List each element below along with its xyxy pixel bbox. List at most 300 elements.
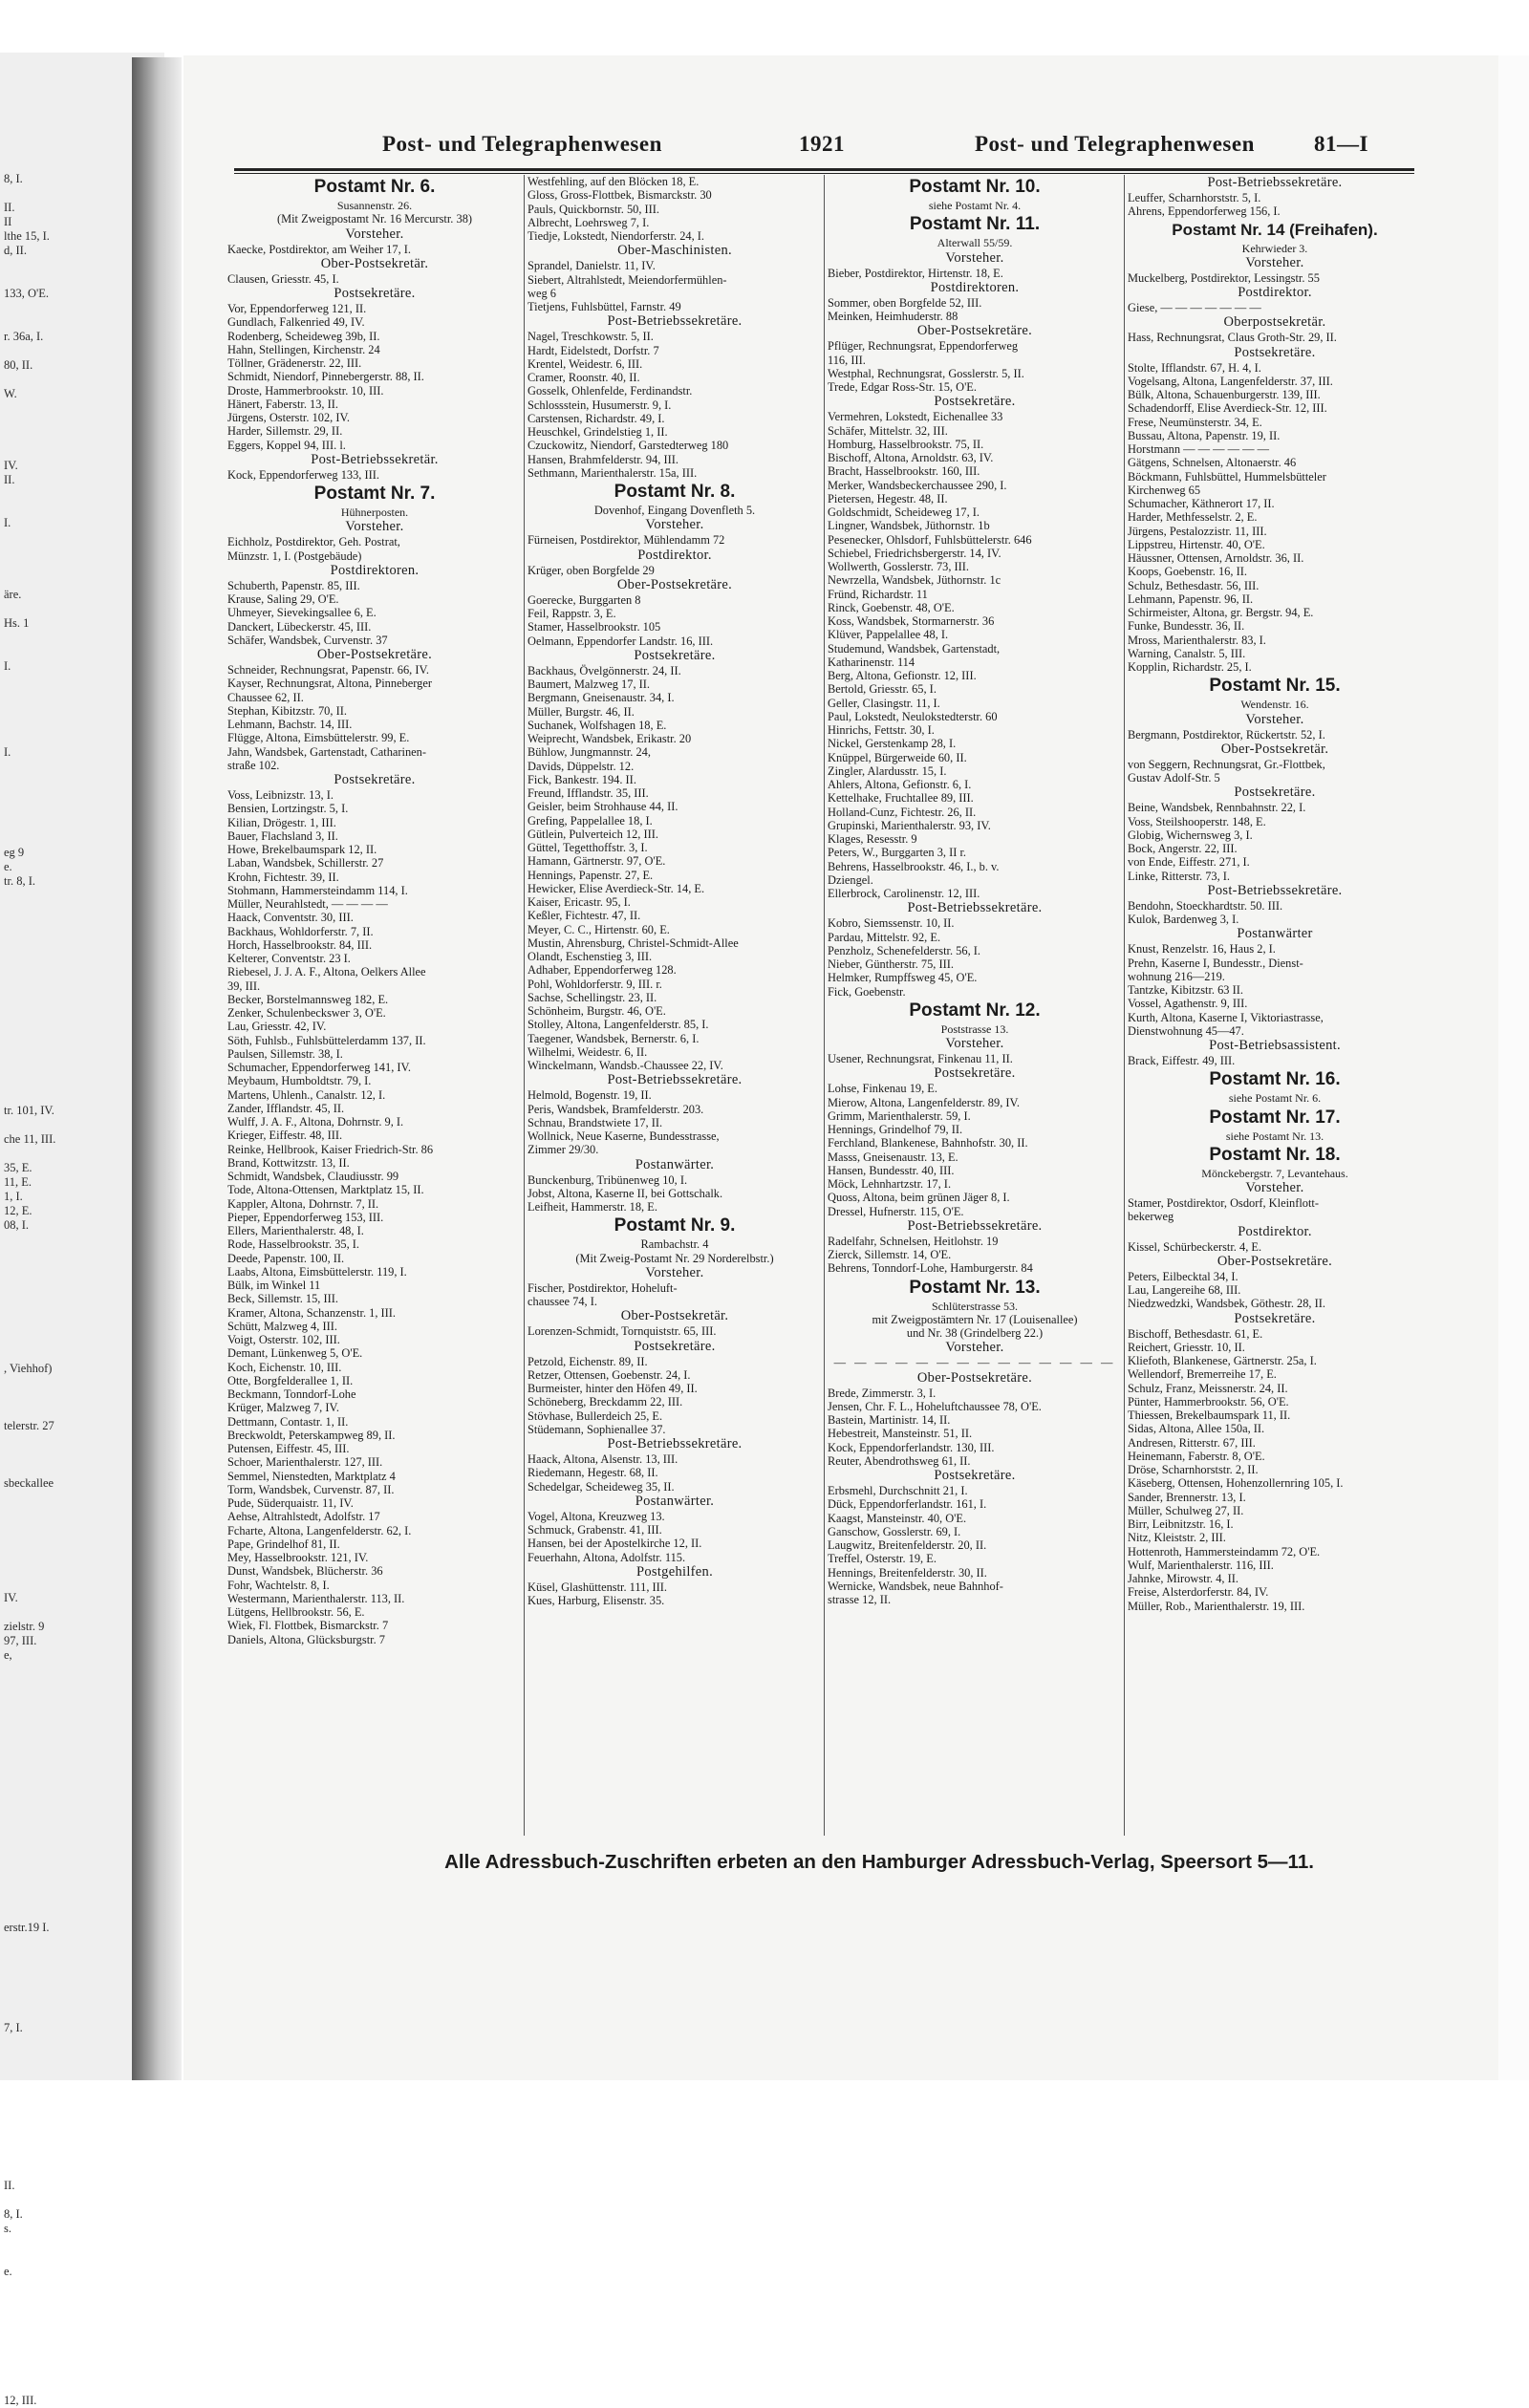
column-divider xyxy=(1124,175,1125,1836)
facing-page-line xyxy=(0,2093,164,2107)
directory-entry: Lehmann, Bachstr. 14, III. xyxy=(227,718,353,731)
directory-entry: Schoer, Marienthalerstr. 127, III. xyxy=(227,1455,383,1470)
directory-entry: Feuerhahn, Altona, Adolfstr. 115. xyxy=(528,1550,686,1564)
directory-entry: Böckmann, Fuhlsbüttel, Hummelsbütteler xyxy=(1128,469,1326,484)
directory-entry: Vermehren, Lokstedt, Eichenallee 33 xyxy=(828,410,1003,424)
postamt-heading: Postamt Nr. 16. xyxy=(1209,1069,1341,1090)
section-heading: Ober-Postsekretär. xyxy=(620,1308,729,1324)
directory-entry: bekerweg xyxy=(1128,1210,1174,1224)
postamt-heading: Postamt Nr. 10. xyxy=(909,177,1041,197)
directory-entry: Albrecht, Loehrsweg 7, I. xyxy=(528,215,650,229)
directory-entry: Schöneberg, Breckdamm 22, III. xyxy=(528,1395,683,1409)
directory-entry: Feil, Rappstr. 3, E. xyxy=(528,607,616,620)
directory-entry: Lau, Langereihe 68, III. xyxy=(1128,1283,1241,1297)
directory-entry: Dunst, Wandsbek, Blücherstr. 36 xyxy=(227,1564,383,1579)
section-heading: Postanwärter. xyxy=(635,1156,715,1172)
directory-entry: Eichholz, Postdirektor, Geh. Postrat, xyxy=(227,535,400,549)
directory-entry: Stolte, Ifflandstr. 67, H. 4, I. xyxy=(1128,360,1261,375)
facing-page-line: 8, I. xyxy=(4,2207,23,2221)
directory-entry: Bieber, Postdirektor, Hirtenstr. 18, E. xyxy=(828,266,1003,280)
facing-page-line: , Viehhof) xyxy=(4,1362,53,1375)
directory-entry: Klüver, Pappelallee 48, I. xyxy=(828,628,949,642)
facing-page-line xyxy=(0,2107,164,2121)
section-heading: Ober-Postsekretäre. xyxy=(916,1369,1033,1386)
directory-entry: Grupinski, Marienthalerstr. 93, IV. xyxy=(828,818,991,832)
facing-page-line: W. xyxy=(4,387,17,400)
directory-entry: Suchanek, Wolfshagen 18, E. xyxy=(528,718,667,732)
directory-entry: Kelterer, Conventstr. 23 I. xyxy=(227,952,351,965)
directory-entry: Funke, Bundesstr. 36, II. xyxy=(1128,619,1245,634)
directory-entry: Tiedje, Lokstedt, Niendorferstr. 24, I. xyxy=(528,229,705,243)
directory-entry: Rodenberg, Scheideweg 39b, II. xyxy=(227,329,380,343)
directory-entry: Ahrens, Eppendorferweg 156, I. xyxy=(1128,204,1281,219)
directory-entry: Vogelsang, Altona, Langenfelderstr. 37, III. xyxy=(1128,374,1333,388)
directory-entry: Jürgens, Pestalozzistr. 11, III. xyxy=(1128,524,1267,538)
directory-entry: Clausen, Griesstr. 45, I. xyxy=(227,271,339,286)
directory-entry: Dienstwohnung 45—47. xyxy=(1128,1023,1244,1038)
directory-column-3 xyxy=(828,175,1122,1606)
directory-entry: Prehn, Kaserne I, Bundesstr., Dienst- xyxy=(1128,956,1303,970)
facing-page-line xyxy=(0,2121,164,2136)
directory-entry: Zenker, Schulenbeckswег 3, O'E. xyxy=(227,1006,386,1020)
directory-entry: Voss, Leibnizstr. 13, I. xyxy=(227,788,334,802)
section-heading: Post-Betriebssekretär. xyxy=(311,451,439,467)
directory-entry: Töllner, Grädenerstr. 22, III. xyxy=(227,356,362,370)
directory-entry: Ferchland, Blankenese, Bahnhofstr. 30, II. xyxy=(828,1136,1028,1150)
directory-entry: Eggers, Koppel 94, III. l. xyxy=(227,438,346,452)
section-heading: Postsekretäre. xyxy=(334,286,416,301)
directory-entry: Demant, Lünkenweg 5, O'E. xyxy=(227,1346,363,1361)
directory-entry: Bendohn, Stoeckhardtstr. 50. III. xyxy=(1128,898,1283,913)
directory-entry: Pesenecker, Ohlsdorf, Fuhlsbüttelerstr. 646 xyxy=(828,532,1032,547)
directory-entry: Heuschkel, Grindelstieg 1, II. xyxy=(528,425,668,439)
directory-entry: Bensien, Lortzingstr. 5, I. xyxy=(227,802,349,816)
directory-entry: Quoss, Altona, beim grünen Jäger 8, I. xyxy=(828,1191,1010,1205)
directory-entry: Gustav Adolf-Str. 5 xyxy=(1128,771,1220,785)
directory-entry: Krieger, Eiffestr. 48, III. xyxy=(227,1129,343,1143)
directory-entry: Sommer, oben Borgfelde 52, III. xyxy=(828,295,982,310)
postamt-address: Alterwall 55/59. xyxy=(937,236,1013,250)
facing-page-line: 97, III. xyxy=(4,1634,37,1647)
directory-entry: Koch, Eichenstr. 10, III. xyxy=(227,1360,342,1374)
directory-entry: Pude, Süderquaistr. 11, IV. xyxy=(227,1496,354,1510)
directory-entry: Berg, Altona, Gefionstr. 12, III. xyxy=(828,669,977,682)
facing-page-line: tr. 101, IV. xyxy=(4,1104,54,1117)
facing-page-line: d, II. xyxy=(4,244,27,257)
directory-entry: Beck, Sillemstr. 15, III. xyxy=(227,1292,338,1306)
facing-page-line xyxy=(0,2136,164,2150)
directory-entry: Käseberg, Ottensen, Hohenzollernring 105, I. xyxy=(1128,1476,1344,1491)
directory-column-2 xyxy=(528,175,822,1607)
directory-entry: Reuter, Abendrothsweg 61, II. xyxy=(828,1453,971,1468)
section-heading: Ober-Postsekretär. xyxy=(1220,741,1329,757)
directory-entry: Adhaber, Eppendorferweg 128. xyxy=(528,963,677,978)
directory-entry: Mey, Hasselbrookstr. 121, IV. xyxy=(227,1551,369,1564)
directory-entry: Sethmann, Marienthalerstr. 15a, III. xyxy=(528,465,698,480)
directory-entry: Schönheim, Burgstr. 46, O'E. xyxy=(528,1004,666,1018)
directory-entry: Nagel, Treschkowstr. 5, II. xyxy=(528,330,654,344)
directory-entry: Fischer, Postdirektor, Hoheluft- xyxy=(528,1280,678,1295)
directory-entry: Birr, Leibnitzstr. 16, I. xyxy=(1128,1517,1234,1531)
directory-entry: Kayser, Rechnungsrat, Altona, Pinneberger xyxy=(227,677,432,691)
header-rule-thin xyxy=(234,173,1414,174)
section-heading: Postsekretäre. xyxy=(1234,1310,1316,1326)
directory-entry: Gundlach, Falkenried 49, IV. xyxy=(227,315,365,330)
postamt-address: Kehrwieder 3. xyxy=(1241,241,1308,255)
directory-entry: Schirmeister, Altona, gr. Bergstr. 94, E. xyxy=(1128,606,1314,619)
section-heading: Vorsteher. xyxy=(1245,711,1304,727)
section-heading: Ober-Maschinisten. xyxy=(617,243,732,259)
directory-entry: Meybaum, Humboldtstr. 79, I. xyxy=(227,1074,372,1088)
directory-entry: Westermann, Marienthalerstr. 113, II. xyxy=(227,1591,405,1605)
directory-entry: Wulff, J. A. F., Altona, Dohrnstr. 9, I. xyxy=(227,1115,404,1129)
section-heading: Postsekretäre. xyxy=(934,1468,1016,1483)
directory-entry: Daniels, Altona, Glücksburgstr. 7 xyxy=(227,1632,385,1646)
directory-entry: Dück, Eppendorferlandstr. 161, I. xyxy=(828,1497,987,1512)
directory-entry: Müller, Schulweg 27, II. xyxy=(1128,1503,1244,1517)
postamt-note: und Nr. 38 (Grindelberg 22.) xyxy=(906,1326,1044,1340)
directory-entry: Freise, Alsterdorferstr. 84, IV. xyxy=(1128,1585,1269,1600)
directory-entry: Wollwerth, Gosslerstr. 73, III. xyxy=(828,560,970,573)
facing-page-line xyxy=(0,2150,164,2164)
section-heading: Vorsteher. xyxy=(945,1036,1004,1051)
directory-entry: Möck, Lehnhartzstr. 17, I. xyxy=(828,1177,952,1191)
directory-entry: Jahn, Wandsbek, Gartenstadt, Catharinen- xyxy=(227,744,426,759)
directory-entry: Behrens, Tonndorf-Lohe, Hamburgerstr. 84 xyxy=(828,1261,1033,1276)
directory-entry: Holland-Cunz, Fichtestr. 26, II. xyxy=(828,805,977,819)
directory-entry: Zingler, Alardusstr. 15, I. xyxy=(828,763,947,778)
facing-page-line: s. xyxy=(4,2222,11,2235)
postamt-note: Rambachstr. 4 xyxy=(640,1237,709,1252)
directory-entry: Vogel, Altona, Kreuzweg 13. xyxy=(528,1509,665,1523)
directory-entry: Muckelberg, Postdirektor, Lessingstr. 55 xyxy=(1128,270,1320,285)
postamt-heading: Postamt Nr. 14 (Freihafen). xyxy=(1172,220,1378,239)
directory-entry: Kopplin, Richardstr. 25, I. xyxy=(1128,660,1252,674)
facing-page-line: e, xyxy=(4,1648,12,1662)
directory-entry: Bock, Angerstr. 22, III. xyxy=(1128,842,1238,855)
directory-entry: Tode, Altona-Ottensen, Marktplatz 15, II. xyxy=(227,1183,424,1197)
directory-entry: Ellers, Marienthalerstr. 48, I. xyxy=(227,1224,364,1237)
directory-entry: Mierow, Altona, Langenfelderstr. 89, IV. xyxy=(828,1095,1020,1109)
header-left-title: Post- und Telegraphenwesen xyxy=(382,132,662,156)
directory-entry: Torm, Wandsbek, Curvenstr. 87, II. xyxy=(227,1482,395,1496)
section-heading: Vorsteher. xyxy=(945,1340,1004,1356)
directory-entry: Koops, Goebenstr. 16, II. xyxy=(1128,565,1247,579)
directory-entry: Fürneisen, Postdirektor, Mühlendamm 72 xyxy=(528,533,725,548)
section-heading: Ober-Postsekretäre. xyxy=(1217,1253,1333,1269)
directory-entry: Krohn, Fichtestr. 39, II. xyxy=(227,870,339,884)
directory-entry: Globig, Wichernsweg 3, I. xyxy=(1128,828,1253,842)
directory-entry: Kliefoth, Blankenese, Gärtnerstr. 25a, I. xyxy=(1128,1354,1317,1367)
directory-entry: Fcharte, Altona, Langenfelderstr. 62, I. xyxy=(227,1523,412,1537)
directory-entry: Hennings, Papenstr. 27, E. xyxy=(528,868,654,882)
facing-page-line: II. xyxy=(4,2179,15,2192)
directory-entry: Müller, Neurahlstedt, — — — — xyxy=(227,897,388,911)
column-divider xyxy=(824,175,825,1836)
directory-entry: Andresen, Ritterstr. 67, III. xyxy=(1128,1435,1256,1450)
directory-entry: Schütt, Malzweg 4, III. xyxy=(227,1319,337,1333)
header-rule-thick xyxy=(234,168,1414,171)
directory-entry: 116, III. xyxy=(828,353,866,367)
section-heading: Postsekretäre. xyxy=(934,1065,1016,1082)
section-heading: Vorsteher. xyxy=(645,1264,704,1280)
directory-entry: Burmeister, hinter den Höfen 49, II. xyxy=(528,1382,698,1395)
facing-page-line xyxy=(0,2164,164,2179)
directory-entry: Pardau, Mittelstr. 92, E. xyxy=(828,930,941,944)
directory-entry: Baumert, Malzweg 17, II. xyxy=(528,677,650,691)
running-header xyxy=(191,132,1424,164)
facing-page-line xyxy=(0,2336,164,2351)
directory-entry: Goerecke, Burggarten 8 xyxy=(528,592,641,607)
directory-entry: Pflüger, Rechnungsrat, Eppendorferweg xyxy=(828,339,1019,354)
directory-entry: Küsel, Glashüttenstr. 111, III. xyxy=(528,1580,668,1594)
section-heading: Postdirektoren. xyxy=(930,279,1020,295)
directory-entry: Geller, Clasingstr. 11, I. xyxy=(828,696,940,710)
directory-entry: Bergmann, Postdirektor, Rückertstr. 52, I. xyxy=(1128,727,1325,742)
section-heading: Vorsteher. xyxy=(345,226,404,242)
section-heading: Postdirektor. xyxy=(1238,1223,1312,1239)
section-heading: Vorsteher. xyxy=(945,249,1004,266)
directory-entry: Lorenzen-Schmidt, Tornquiststr. 65, III. xyxy=(528,1324,717,1339)
directory-entry: Kock, Eppendorferweg 133, III. xyxy=(227,467,379,482)
directory-entry: Horstmann — — — — — — xyxy=(1128,442,1269,456)
directory-entry: Chaussee 62, II. xyxy=(227,690,304,704)
facing-page-line xyxy=(0,2250,164,2265)
directory-entry: Kirchenweg 65 xyxy=(1128,483,1201,497)
directory-entry: Schedelgar, Scheideweg 35, II. xyxy=(528,1479,675,1494)
postamt-note: mit Zweigpostämtern Nr. 17 (Louisenallee) xyxy=(872,1312,1078,1326)
directory-entry: Jensen, Chr. F. L., Hoheluftchaussee 78, O'E. xyxy=(828,1399,1042,1413)
section-heading: Vorsteher. xyxy=(345,519,404,535)
directory-entry: Riedemann, Hegestr. 68, II. xyxy=(528,1466,658,1480)
postamt-address: Poststrasse 13. xyxy=(940,1021,1009,1036)
directory-entry: Penzholz, Schenefelderstr. 56, I. xyxy=(828,943,980,957)
section-heading: Postdirektor. xyxy=(637,547,712,563)
section-heading: Post-Betriebssekretäre. xyxy=(1207,882,1343,898)
directory-entry: Olandt, Eschenstieg 3, III. xyxy=(528,950,653,963)
directory-entry: Bussau, Altona, Papenstr. 19, II. xyxy=(1128,428,1281,442)
directory-entry: Dröse, Scharnhorststr. 2, II. xyxy=(1128,1463,1259,1476)
directory-entry: Keßler, Fichtestr. 47, II. xyxy=(528,909,641,923)
facing-page-line: e. xyxy=(4,2265,12,2278)
directory-entry: von Ende, Eiffestr. 271, I. xyxy=(1128,855,1250,870)
directory-entry: Sidas, Altona, Allee 150a, II. xyxy=(1128,1422,1265,1436)
directory-entry: Tietjens, Fuhlsbüttel, Farnstr. 49 xyxy=(528,300,681,313)
directory-entry: Bertold, Griesstr. 65, I. xyxy=(828,682,937,697)
facing-page-line: I. xyxy=(4,516,11,529)
directory-entry: Danckert, Lübeckerstr. 45, III. xyxy=(227,619,372,634)
directory-entry: Oelmann, Eppendorfer Landstr. 16, III. xyxy=(528,634,714,648)
directory-entry: Goldschmidt, Scheideweg 17, I. xyxy=(828,505,980,519)
publisher-footer: Alle Adressbuch-Zuschriften erbeten an den Hamburger Adressbuch-Verlag, Speersort 5—11. xyxy=(444,1851,1314,1873)
facing-page-line: II. xyxy=(4,473,15,486)
section-heading: Postdirektoren. xyxy=(330,562,420,578)
postamt-address: siehe Postamt Nr. 4. xyxy=(928,199,1022,212)
directory-entry: Rinck, Goebenstr. 48, O'E. xyxy=(828,600,955,614)
facing-page-line xyxy=(0,2322,164,2336)
directory-entry: Bracht, Hasselbrookstr. 160, III. xyxy=(828,464,980,479)
directory-entry: Dziengel. xyxy=(828,872,873,887)
facing-page-line: eg 9 xyxy=(4,846,25,859)
directory-entry: Kettelhake, Fruchtallee 89, III. xyxy=(828,791,974,806)
directory-entry: Peters, W., Burggarten 3, II r. xyxy=(828,846,966,860)
directory-entry: Bunckenburg, Tribünenweg 10, I. xyxy=(528,1172,688,1187)
directory-entry: Warning, Canalstr. 5, III. xyxy=(1128,646,1246,660)
directory-entry: Wulf, Marienthalerstr. 116, III. xyxy=(1128,1558,1274,1572)
directory-entry: Bauer, Flachsland 3, II. xyxy=(227,828,338,843)
directory-entry: chaussee 74, I. xyxy=(528,1295,597,1308)
directory-entry: Voss, Steilshooperstr. 148, E. xyxy=(1128,814,1266,828)
directory-entry: Nitz, Kleiststr. 2, III. xyxy=(1128,1531,1226,1545)
section-heading: Postanwärter xyxy=(1237,926,1313,942)
directory-entry: Homburg, Hasselbrookstr. 75, II. xyxy=(828,437,984,451)
directory-entry: Laabs, Altona, Eimsbüttelerstr. 119, I. xyxy=(227,1264,407,1279)
section-heading: Post-Betriebssekretäre. xyxy=(607,313,743,330)
directory-entry: Pauls, Quickbornstr. 50, III. xyxy=(528,202,660,216)
directory-entry: Dettmann, Contastr. 1, II. xyxy=(227,1414,349,1429)
section-heading: Oberpostsekretär. xyxy=(1223,314,1326,331)
page-edge xyxy=(1498,55,1529,2080)
directory-entry: Krüger, oben Borgfelde 29 xyxy=(528,563,655,577)
facing-page-line: sbeckallee xyxy=(4,1476,54,1490)
directory-entry: Nickel, Gerstenkamp 28, I. xyxy=(828,737,957,751)
facing-page-line: äre. xyxy=(4,588,22,601)
directory-entry: Kilian, Drögestr. 1, III. xyxy=(227,815,336,829)
directory-entry: Meyer, C. C., Hirtenstr. 60, E. xyxy=(528,922,670,936)
directory-column-4 xyxy=(1128,175,1422,1613)
directory-entry: Hennings, Breitenfelderstr. 30, II. xyxy=(828,1565,987,1580)
directory-entry: Fründ, Richardstr. 11 xyxy=(828,587,928,601)
directory-entry: Weiprecht, Wandsbek, Erikastr. 20 xyxy=(528,732,692,745)
facing-page-line xyxy=(0,2308,164,2322)
facing-page-line xyxy=(0,2279,164,2293)
directory-entry: Kappler, Altona, Dohrnstr. 7, II. xyxy=(227,1196,379,1211)
directory-entry: Mustin, Ahrensburg, Christel-Schmidt-Allee xyxy=(528,935,739,950)
directory-entry: Lehmann, Papenstr. 96, II. xyxy=(1128,591,1254,606)
directory-entry: Vossel, Agathenstr. 9, III. xyxy=(1128,997,1248,1011)
directory-entry: Schmidt, Niendorf, Pinnebergerstr. 88, II. xyxy=(227,370,424,384)
directory-entry: Müller, Rob., Marienthalerstr. 19, III. xyxy=(1128,1599,1305,1613)
directory-entry: Krüger, Malzweg 7, IV. xyxy=(227,1401,339,1415)
directory-entry: Laban, Wandsbek, Schillerstr. 27 xyxy=(227,856,384,871)
directory-entry: Horch, Hasselbrookstr. 84, III. xyxy=(227,937,373,952)
directory-entry: Leuffer, Scharnhorststr. 5, I. xyxy=(1128,191,1261,204)
directory-entry: Harder, Sillemstr. 29, II. xyxy=(227,424,343,439)
directory-entry: Schumacher, Eppendorferweg 141, IV. xyxy=(227,1061,411,1074)
directory-entry: Giese, — — — — — — — xyxy=(1128,301,1261,314)
directory-entry: Martens, Uhlenh., Canalstr. 12, I. xyxy=(227,1087,386,1102)
directory-entry: Stolley, Altona, Langenfelderstr. 85, I. xyxy=(528,1018,709,1032)
directory-entry: Pünter, Hammerbrookstr. 56, O'E. xyxy=(1128,1394,1289,1408)
directory-entry: Bülk, Altona, Schauenburgerstr. 139, III. xyxy=(1128,388,1321,401)
facing-page-line: Hs. 1 xyxy=(4,616,30,630)
directory-entry: Hahn, Stellingen, Kirchenstr. 24 xyxy=(227,342,380,356)
directory-entry: Grimm, Marienthalerstr. 59, I. xyxy=(828,1108,971,1123)
directory-entry: Häussner, Ottensen, Arnoldstr. 36, II. xyxy=(1128,551,1304,565)
facing-page-line: lthe 15, I. xyxy=(4,229,50,243)
directory-entry: Lütgens, Hellbrookstr. 56, E. xyxy=(227,1605,365,1619)
postamt-heading: Postamt Nr. 11. xyxy=(909,214,1041,235)
facing-page-line: 12, E. xyxy=(4,1204,32,1217)
section-heading: Postanwärter. xyxy=(635,1493,715,1509)
directory-entry: Bastein, Martinistr. 14, II. xyxy=(828,1413,951,1427)
directory-entry: Grefing, Pappelallee 18, I. xyxy=(528,813,653,828)
directory-entry: Meinken, Heimhuderstr. 88 xyxy=(828,310,958,323)
directory-entry: Riebesel, J. J. A. F., Altona, Oelkers Allee xyxy=(227,965,426,979)
directory-entry: straße 102. xyxy=(227,758,280,772)
section-heading: Post-Betriebssekretäre. xyxy=(907,1217,1043,1234)
directory-entry: Lippstreu, Hirtenstr. 40, O'E. xyxy=(1128,537,1265,551)
directory-entry: Peris, Wandsbek, Bramfelderstr. 203. xyxy=(528,1102,704,1116)
directory-entry: Krause, Saling 29, O'E. xyxy=(227,592,339,606)
directory-entry: Zierck, Sillemstr. 14, O'E. xyxy=(828,1248,952,1261)
directory-entry: Krentel, Weidestr. 6, III. xyxy=(528,356,643,371)
directory-entry: Czuckowitz, Niendorf, Garstedterweg 180 xyxy=(528,439,729,453)
facing-page-line: zielstr. 9 xyxy=(4,1620,45,1633)
directory-entry: Nieber, Güntherstr. 75, III. xyxy=(828,957,954,971)
directory-entry: Koss, Wandsbek, Stormarnerstr. 36 xyxy=(828,614,995,628)
directory-entry: Jahnke, Mirowstr. 4, II. xyxy=(1128,1572,1238,1585)
section-heading: Post-Betriebssekretäre. xyxy=(607,1072,743,1088)
postamt-address: Schlüterstrasse 53. xyxy=(932,1299,1018,1313)
directory-entry: von Seggern, Rechnungsrat, Gr.-Flottbek, xyxy=(1128,757,1325,771)
section-heading: Post-Betriebssekretäre. xyxy=(907,900,1043,916)
directory-entry: Schmidt, Wandsbek, Claudiusstr. 99 xyxy=(227,1170,399,1183)
facing-page-line: II. xyxy=(4,201,15,214)
facing-page-line: e. xyxy=(4,860,12,873)
directory-entry: Paulsen, Sillemstr. 38, I. xyxy=(227,1046,343,1061)
directory-entry: Fick, Bankestr. 194. II. xyxy=(528,772,636,786)
postamt-address: siehe Postamt Nr. 13. xyxy=(1225,1129,1324,1143)
directory-entry: Gütlein, Pulverteich 12, III. xyxy=(528,827,658,841)
facing-page-line: 1, I. xyxy=(4,1190,23,1203)
directory-entry: Schmuck, Grabenstr. 41, III. xyxy=(528,1523,662,1537)
header-right-title: Post- und Telegraphenwesen xyxy=(975,132,1255,156)
directory-entry: Kissel, Schürbeckerstr. 4, E. xyxy=(1128,1239,1262,1254)
directory-entry: Kock, Eppendorferlandstr. 130, III. xyxy=(828,1440,995,1454)
directory-entry: Vor, Eppendorferweg 121, II. xyxy=(227,302,367,315)
directory-column-1 xyxy=(227,175,522,1646)
directory-entry: Stamer, Postdirektor, Osdorf, Kleinflott- xyxy=(1128,1196,1319,1210)
directory-entry: Harder, Methfesselstr. 2, E. xyxy=(1128,510,1258,525)
facing-page-line xyxy=(0,2365,164,2379)
facing-page-line: 8, I. xyxy=(4,172,23,185)
facing-page-line xyxy=(0,2078,164,2093)
section-heading: Post-Betriebsassistent. xyxy=(1209,1038,1341,1053)
postamt-heading: Postamt Nr. 15. xyxy=(1209,676,1341,697)
directory-entry: Pohl, Wohldorferstr. 9, III. r. xyxy=(528,977,662,991)
postamt-heading: Postamt Nr. 12. xyxy=(909,1000,1041,1021)
facing-page-line: 7, I. xyxy=(4,2021,23,2034)
directory-entry: Tantzke, Kibitzstr. 63 II. xyxy=(1128,983,1243,997)
directory-entry: Droste, Hammerbrookstr. 10, III. xyxy=(227,383,384,398)
directory-entry: Taegener, Wandsbek, Bernerstr. 6, I. xyxy=(528,1031,700,1045)
directory-entry: Ahlers, Altona, Gefionstr. 6, I. xyxy=(828,778,972,791)
directory-entry: Stohmann, Hammersteindamm 114, I. xyxy=(227,883,408,897)
directory-entry: Semmel, Nienstedten, Marktplatz 4 xyxy=(227,1469,396,1483)
directory-entry: Westfehling, auf den Blöcken 18, E. xyxy=(528,175,700,188)
directory-entry: Breckwoldt, Peterskampweg 89, II. xyxy=(227,1428,396,1442)
directory-entry: Gosselk, Ohlenfelde, Ferdinandstr. xyxy=(528,384,693,398)
directory-entry: Trede, Edgar Ross-Str. 15, O'E. xyxy=(828,380,977,394)
header-page-number: 81—I xyxy=(1314,132,1368,156)
directory-entry: Jürgens, Osterstr. 102, IV. xyxy=(227,411,350,424)
directory-entry: Brede, Zimmerstr. 3, I. xyxy=(828,1386,937,1400)
directory-entry: Schulz, Franz, Meissnerstr. 24, II. xyxy=(1128,1381,1288,1395)
facing-page-line xyxy=(0,2193,164,2207)
directory-entry: Freund, Ifflandstr. 35, III. xyxy=(528,786,649,800)
section-heading: Postsekretäre. xyxy=(1234,785,1316,801)
